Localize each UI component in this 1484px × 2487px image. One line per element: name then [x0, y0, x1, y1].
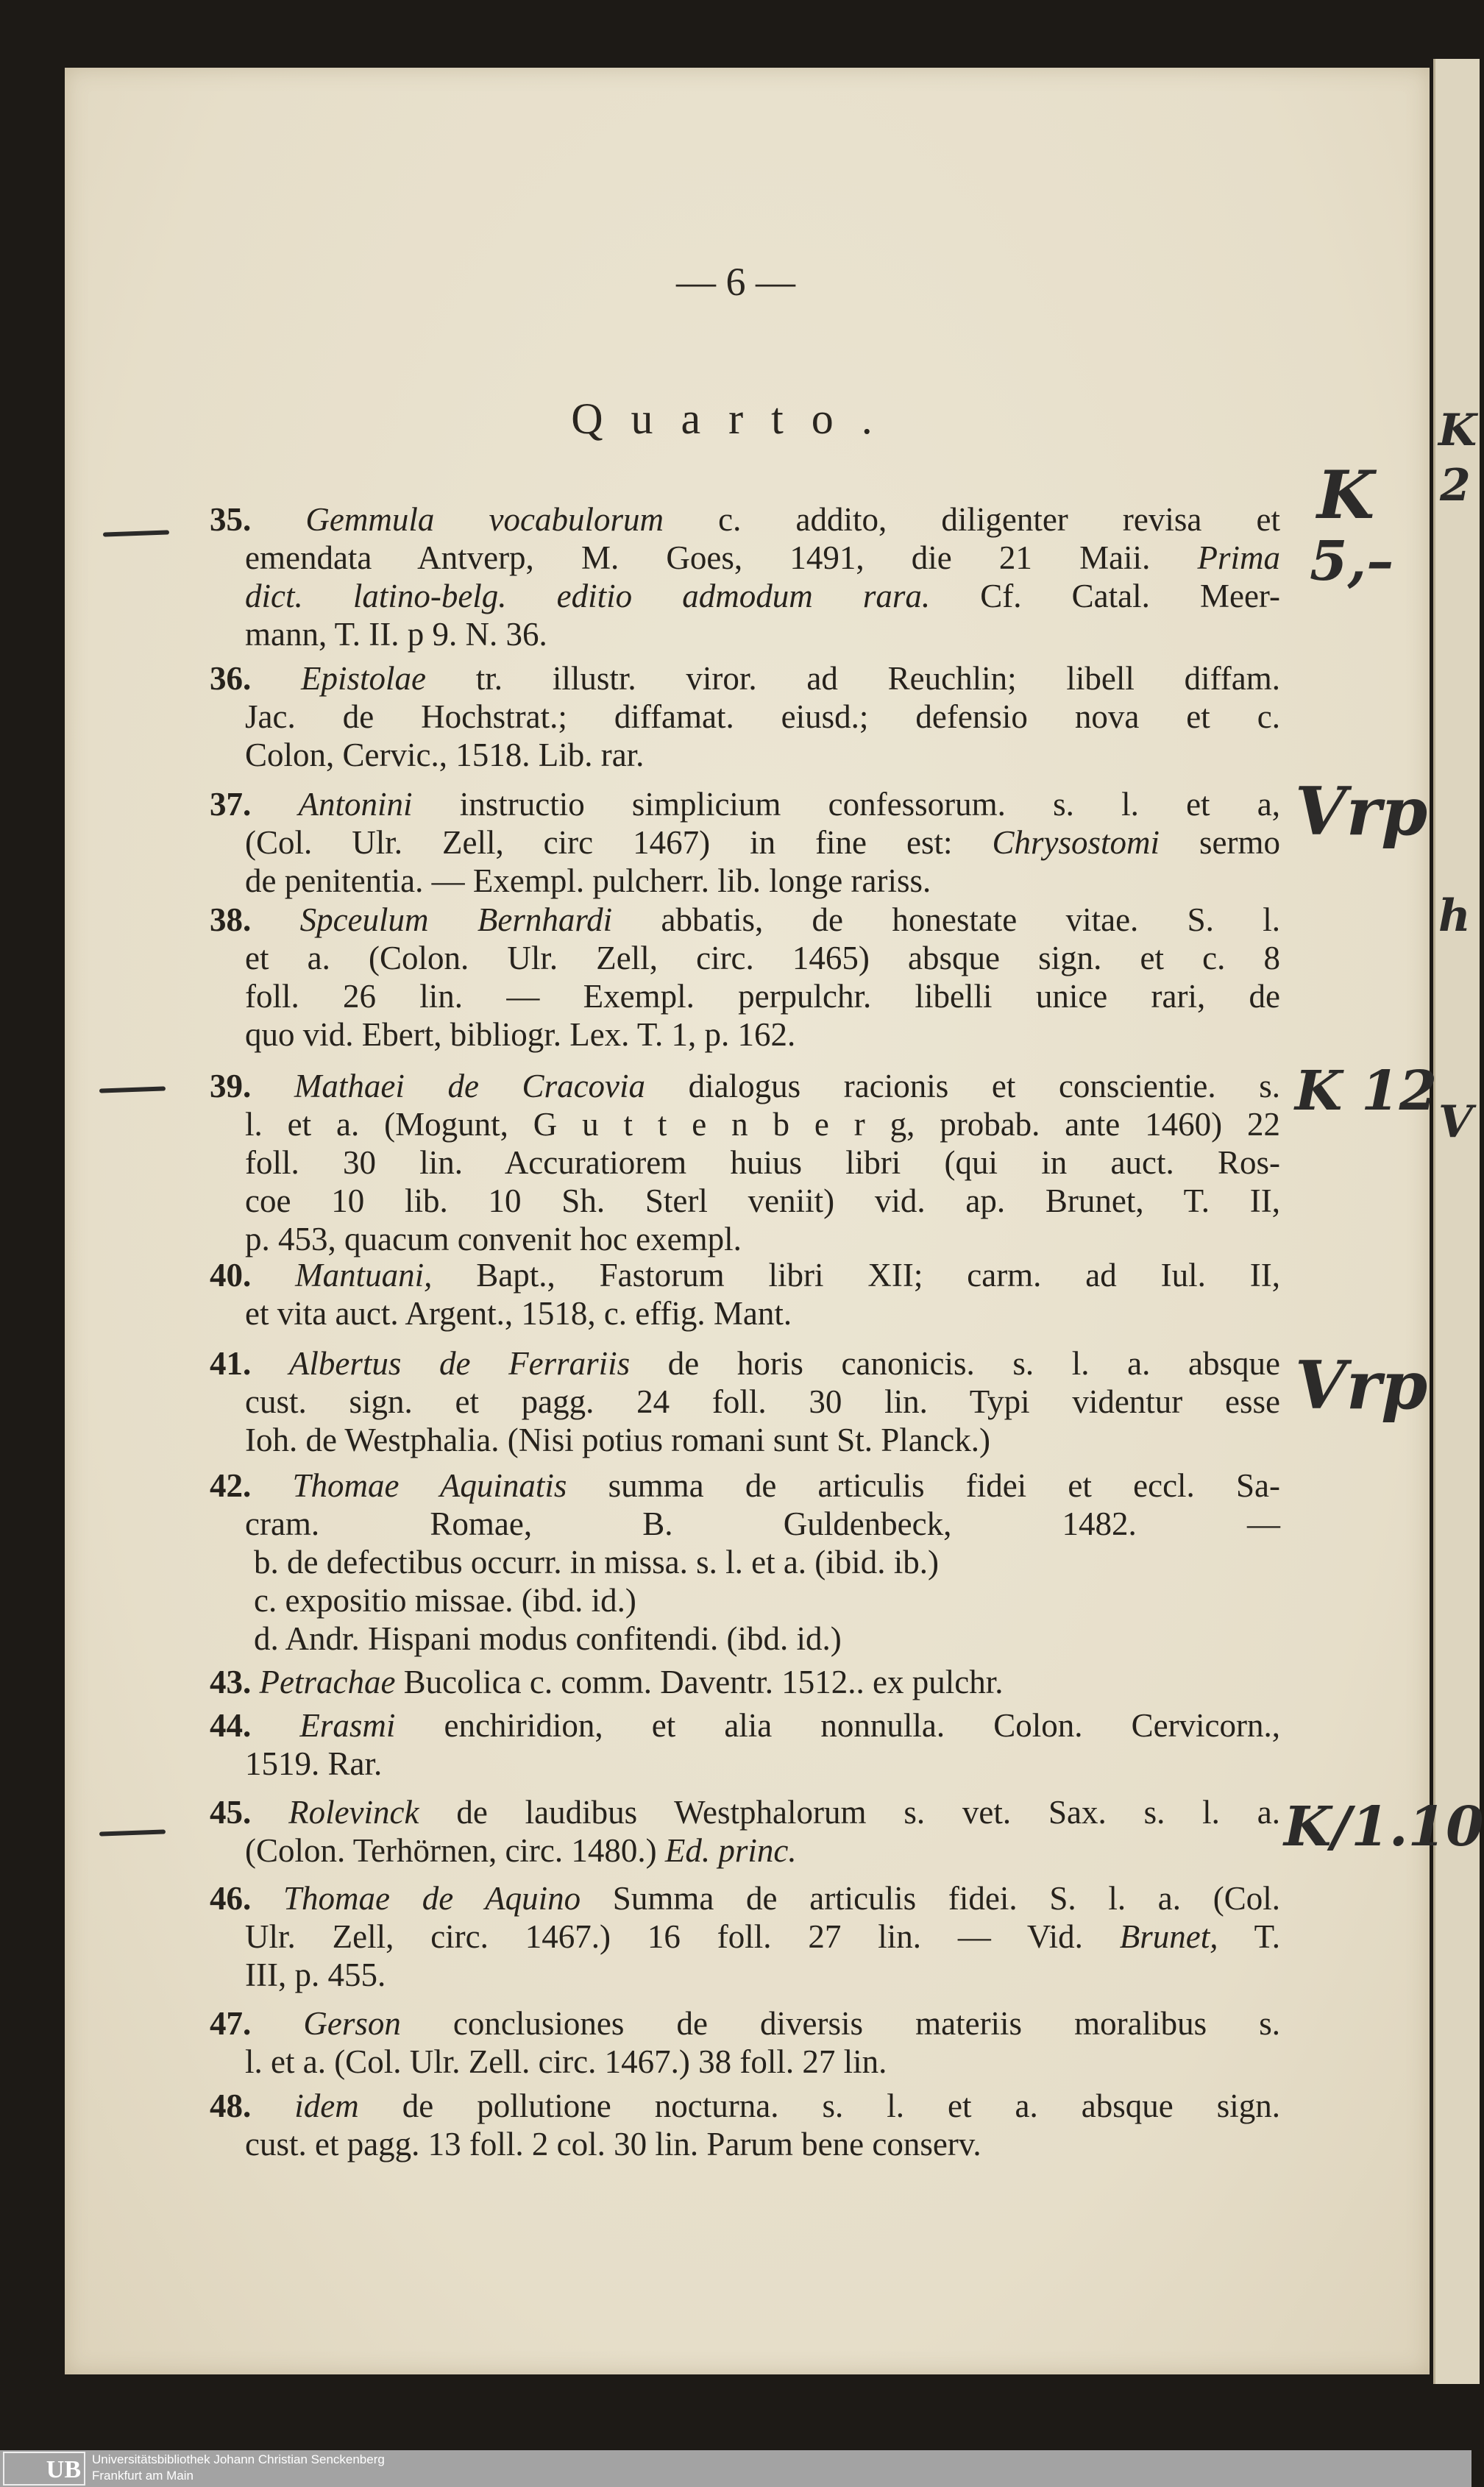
- entry-text: de penitentia. — Exempl. pulcherr. lib. longe rariss.: [245, 862, 931, 899]
- entry-line: [210, 1581, 1280, 1619]
- handwritten-note: 5,–: [1310, 530, 1394, 593]
- entry-line: [210, 659, 1280, 698]
- catalog-entry: [210, 1344, 1280, 1459]
- entry-text: et a. (Colon. Ulr. Zell, circ. 1465) absque sign. et c. 8: [245, 940, 1280, 976]
- entry-text: summa de articulis fidei et eccl. Sa-: [567, 1467, 1280, 1504]
- entry-title: Thomae Aquinatis: [292, 1467, 567, 1504]
- entry-line: [210, 1466, 1280, 1505]
- entry-line: [210, 1793, 1280, 1831]
- section-title: Quarto.: [571, 394, 901, 443]
- handwritten-note: K 12: [1295, 1060, 1438, 1123]
- entry-text: tr. illustr. viror. ad Reuchlin; libell diffam.: [426, 660, 1280, 697]
- entry-number: 42.: [210, 1467, 293, 1504]
- entry-line: [210, 901, 1280, 939]
- catalog-entry: [210, 2004, 1280, 2081]
- entry-line: [210, 1344, 1280, 1383]
- entry-line: [210, 1706, 1280, 1745]
- entry-line: [210, 1143, 1280, 1182]
- entry-text: Jac. de Hochstrat.; diffamat. eiusd.; defensio nova et c.: [245, 698, 1280, 735]
- catalog-entry: [210, 901, 1280, 1054]
- entry-line: [210, 977, 1280, 1015]
- entry-line: [210, 698, 1280, 736]
- catalog-entry: [210, 1706, 1280, 1783]
- entry-number: 41.: [210, 1345, 289, 1382]
- entry-line: [210, 1383, 1280, 1421]
- handwritten-note: V: [1438, 1096, 1473, 1148]
- entry-text: coe 10 lib. 10 Sh. Sterl veniit) vid. ap. Brunet, T. II,: [245, 1182, 1280, 1219]
- entry-title: Mathaei de Cracovia: [294, 1068, 646, 1104]
- entry-text: quo vid. Ebert, bibliogr. Lex. T. 1, p. 162.: [245, 1016, 796, 1053]
- entry-text: de laudibus Westphalorum s. vet. Sax. s. l. a.: [419, 1794, 1280, 1831]
- entry-text: cust. sign. et pagg. 24 foll. 30 lin. Typi videntur esse: [245, 1383, 1280, 1420]
- entry-line: [210, 2087, 1280, 2125]
- catalog-entry: [210, 785, 1280, 900]
- entry-number: 47.: [210, 2005, 304, 2042]
- entry-number: 36.: [210, 660, 302, 697]
- entry-text: l. et a. (Mogunt, G u t t e n b e r g, probab. ante 1460) 22: [245, 1106, 1280, 1143]
- entry-text: 1519. Rar.: [245, 1745, 383, 1782]
- entry-text: de pollutione nocturna. s. l. et a. absque sign.: [358, 2087, 1281, 2124]
- entry-title: Epistolae: [301, 660, 427, 697]
- entry-title: Spceulum Bernhardi: [299, 901, 613, 938]
- entry-title: idem: [294, 2087, 359, 2124]
- entry-line: [210, 1831, 1280, 1870]
- catalog-entry: [210, 1793, 1280, 1870]
- entry-title: Thomae de Aquino: [283, 1880, 581, 1917]
- entry-title: Antonini: [298, 786, 413, 823]
- handwritten-note: K: [1438, 405, 1477, 456]
- entry-text: dialogus racionis et conscientie. s.: [645, 1068, 1281, 1104]
- entry-title: Brunet,: [1119, 1918, 1218, 1955]
- entry-text: III, p. 455.: [245, 1956, 386, 1993]
- catalog-entry: [210, 1466, 1280, 1658]
- entry-line: [210, 2125, 1280, 2163]
- entry-line: [210, 1421, 1280, 1459]
- entry-line: [210, 1663, 1280, 1701]
- entry-number: 35.: [210, 501, 306, 538]
- entry-line: [210, 539, 1280, 577]
- catalog-entry: [210, 1067, 1280, 1258]
- entry-text: foll. 30 lin. Accuratiorem huius libri (qui in auct. Ros-: [245, 1144, 1280, 1181]
- entry-text: abbatis, de honestate vitae. S. l.: [612, 901, 1280, 938]
- entry-text: enchiridion, et alia nonnulla. Colon. Cervicorn.,: [395, 1707, 1281, 1744]
- entry-text: emendata Antverp, M. Goes, 1491, die 21 Maii.: [245, 539, 1198, 576]
- entry-line: [210, 1619, 1280, 1658]
- catalog-entry: [210, 1256, 1280, 1333]
- entry-text: Cf. Catal. Meer-: [930, 578, 1280, 614]
- entry-number: 39.: [210, 1068, 294, 1104]
- entry-title: dict. latino-belg. editio admodum rara.: [245, 578, 931, 614]
- entry-text: instructio simplicium confessorum. s. l. et a,: [412, 786, 1280, 823]
- entry-text: l. et a. (Col. Ulr. Zell. circ. 1467.) 38 foll. 27 lin.: [245, 2043, 887, 2080]
- entry-line: [210, 2043, 1280, 2081]
- entry-line: [210, 1294, 1280, 1333]
- handwritten-note: Vrp: [1295, 1347, 1428, 1425]
- entry-line: [210, 1067, 1280, 1105]
- entry-title: Gerson: [303, 2005, 401, 2042]
- entry-line: [210, 736, 1280, 774]
- entry-text: de horis canonicis. s. l. a. absque: [630, 1345, 1280, 1382]
- library-logo: UB: [3, 2452, 85, 2486]
- entry-number: 48.: [210, 2087, 295, 2124]
- entry-line: [210, 1015, 1280, 1054]
- entry-title: Chrysostomi: [992, 824, 1160, 861]
- entry-text: (Colon. Terhörnen, circ. 1480.): [245, 1832, 665, 1869]
- entry-line: [210, 1879, 1280, 1917]
- entry-text: foll. 26 lin. — Exempl. perpulchr. libelli unice rari, de: [245, 978, 1280, 1015]
- entry-line: [210, 2004, 1280, 2043]
- catalog-entry: [210, 1879, 1280, 1994]
- entry-number: 40.: [210, 1257, 296, 1294]
- entry-number: 37.: [210, 786, 299, 823]
- institution-name: Universitätsbibliothek Johann Christian Senckenberg: [92, 2452, 385, 2466]
- entry-line: [210, 1917, 1280, 1956]
- entry-text: Ulr. Zell, circ. 1467.) 16 foll. 27 lin. — Vid.: [245, 1918, 1120, 1955]
- entry-line: [210, 500, 1280, 539]
- entry-text: Summa de articulis fidei. S. l. a. (Col.: [581, 1880, 1281, 1917]
- entry-title: Rolevinck: [288, 1794, 419, 1831]
- handwritten-note: 2: [1440, 460, 1471, 511]
- entry-number: 43.: [210, 1664, 260, 1700]
- entry-line: [210, 1105, 1280, 1143]
- entry-line: [210, 577, 1280, 615]
- entry-number: 44.: [210, 1707, 300, 1744]
- catalog-entry: [210, 2087, 1280, 2163]
- entry-title: Albertus de Ferrariis: [288, 1345, 631, 1382]
- entry-line: [210, 1543, 1280, 1581]
- entry-line: [210, 823, 1280, 862]
- entry-text: c. addito, diligenter revisa et: [663, 501, 1280, 538]
- entry-number: 45.: [210, 1794, 289, 1831]
- entry-line: [210, 939, 1280, 977]
- entry-title: Ed. princ.: [664, 1832, 797, 1869]
- entry-title: Prima: [1197, 539, 1280, 576]
- entry-line: [210, 1220, 1280, 1258]
- entry-text: mann, T. II. p 9. N. 36.: [245, 616, 547, 653]
- institution-location: Frankfurt am Main: [92, 2469, 194, 2483]
- entry-text: cram. Romae, B. Guldenbeck, 1482. —: [245, 1505, 1280, 1542]
- entry-title: Erasmi: [299, 1707, 396, 1744]
- entry-text: Bucolica c. comm. Daventr. 1512.. ex pulchr.: [395, 1664, 1004, 1700]
- entry-line: [210, 1256, 1280, 1294]
- entry-line: [210, 1745, 1280, 1783]
- entry-text: et vita auct. Argent., 1518, c. effig. Mant.: [245, 1295, 792, 1332]
- entry-title: Gemmula vocabulorum: [305, 501, 664, 538]
- entry-text: sermo: [1160, 824, 1280, 861]
- entry-line: [210, 1505, 1280, 1543]
- handwritten-note: K: [1317, 456, 1375, 534]
- handwritten-note: h: [1438, 890, 1471, 942]
- catalog-entry: [210, 500, 1280, 653]
- catalog-entry: [210, 659, 1280, 774]
- page-number: — 6 —: [676, 260, 795, 304]
- entry-text: conclusiones de diversis materiis moralibus s.: [400, 2005, 1280, 2042]
- entry-line: [210, 785, 1280, 823]
- entry-number: 46.: [210, 1880, 283, 1917]
- entry-text: p. 453, quacum convenit hoc exempl.: [245, 1221, 742, 1257]
- entry-number: 38.: [210, 901, 300, 938]
- entry-text: Colon, Cervic., 1518. Lib. rar.: [245, 737, 645, 773]
- entry-text: b. de defectibus occurr. in missa. s. l. et a. (ibid. ib.): [254, 1544, 940, 1580]
- entry-line: [210, 1182, 1280, 1220]
- entry-line: [210, 862, 1280, 900]
- entry-line: [210, 615, 1280, 653]
- entry-text: c. expositio missae. (ibd. id.): [254, 1582, 636, 1619]
- entry-text: cust. et pagg. 13 foll. 2 col. 30 lin. Parum bene conserv.: [245, 2126, 981, 2163]
- entry-title: Petrachae: [259, 1664, 396, 1700]
- entry-text: Bapt., Fastorum libri XII; carm. ad Iul. II,: [432, 1257, 1281, 1294]
- catalog-entry: [210, 1663, 1280, 1701]
- entry-title: Mantuani,: [295, 1257, 433, 1294]
- handwritten-note: Vrp: [1295, 773, 1428, 851]
- entry-text: (Col. Ulr. Zell, circ 1467) in fine est:: [245, 824, 993, 861]
- footer-bar: [0, 2450, 1471, 2487]
- entry-line: [210, 1956, 1280, 1994]
- handwritten-note: K/1.10: [1284, 1795, 1484, 1859]
- entry-text: T.: [1218, 1918, 1280, 1955]
- entry-text: d. Andr. Hispani modus confitendi. (ibd. id.): [254, 1620, 842, 1657]
- entry-text: Ioh. de Westphalia. (Nisi potius romani sunt St. Planck.): [245, 1422, 990, 1458]
